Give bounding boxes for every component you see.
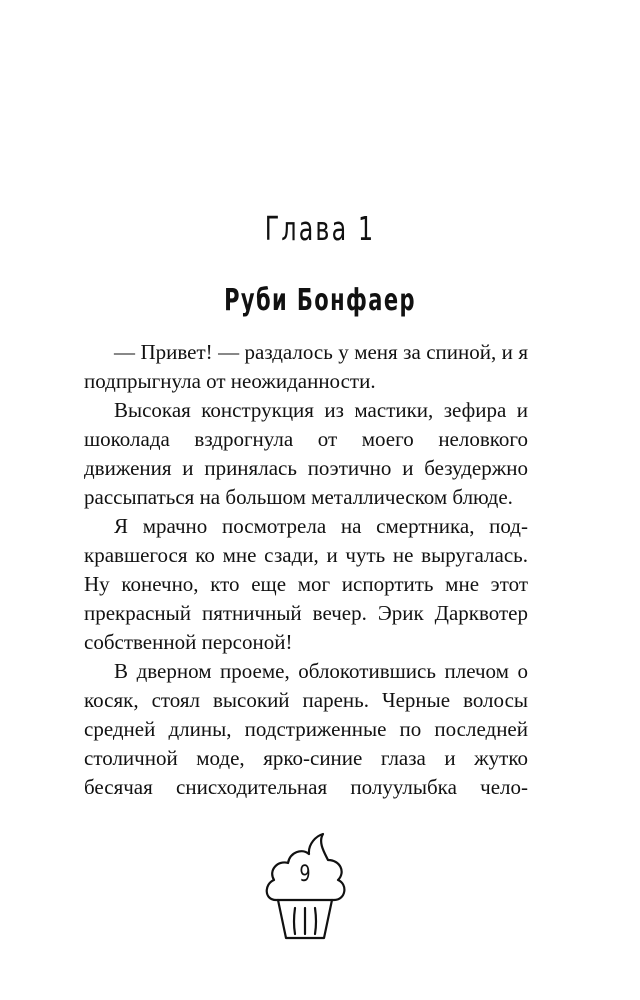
body-text bbox=[84, 338, 528, 802]
paragraph-3: Я мрачно посмотрела на смертника, подкравшегося ко мне сзади, и чуть не выругалась. Ну конечно, кто еще мог испортить мне этот прекрасный пятничный вечер. Эрик Дарквотер собственной персоной! bbox=[84, 514, 528, 654]
paragraph-4: В дверном проеме, облокотившись плечом о косяк, стоял высокий парень. Черные волосы средней длины, подстриженные по последней столичной моде, ярко-синие глаза и жутко бесячая снисходительная полуулыбка чело- bbox=[84, 659, 528, 799]
paragraph-2: Высокая конструкция из мастики, зефира и шоколада вздрогнула от моего неловкого движения и принялась поэтично и безудержно рассыпаться на большом металлическом блюде. bbox=[84, 398, 528, 509]
paragraph-1: — Привет! — раздалось у меня за спиной, и я подпрыгнула от неожиданности. bbox=[84, 340, 528, 393]
page-number: 9 bbox=[299, 862, 311, 887]
page-number-badge bbox=[262, 830, 348, 942]
chapter-subtitle: Руби Бонфаер bbox=[224, 283, 416, 318]
chapter-title: Глава 1 bbox=[264, 209, 376, 248]
